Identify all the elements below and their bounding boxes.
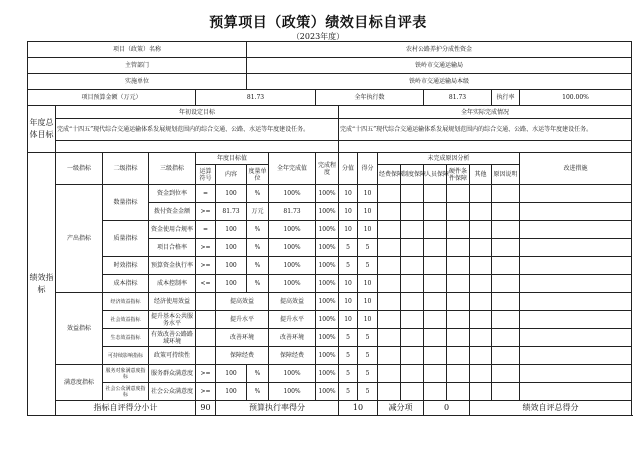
row-got: 10 [358,221,378,239]
header-got: 得分 [358,153,378,185]
row-op [196,293,216,311]
initial-goal-text: 完成“十四五”现代综合交通运输体系发展规划范围内的综合交通、公路、水运等年度建设任务。 [56,119,339,141]
row-actual: 提高效益 [269,293,316,311]
row-unit: % [247,383,269,401]
header-content: 内容 [216,165,247,185]
row-name: 有效改善公路路域环境 [149,329,196,347]
row-name: 成本控制率 [149,275,196,293]
budget-score-label: 预算执行率得分 [216,401,339,416]
header-l1: 一级指标 [56,153,103,185]
row-score: 5 [339,239,358,257]
row-op: >= [196,203,216,221]
group-social: 社会效益指标 [103,311,149,329]
row-name: 经济使用效益 [149,293,196,311]
row-completion: 100% [316,257,339,275]
header-r2: 制度保障 [401,165,424,185]
row-actual: 100% [269,221,316,239]
header-measures: 改进措施 [520,153,632,185]
row-name: 预算资金执行率 [149,257,196,275]
header-score: 分值 [339,153,358,185]
header-completion: 完成程度 [316,153,339,185]
perf-indicator-label: 绩效指标 [28,153,56,416]
row-name: 服务群众满意度 [149,365,196,383]
self-score-value: 90 [196,401,216,416]
self-score-label: 指标自评得分小计 [56,401,196,416]
row-actual: 81.73 [269,203,316,221]
row-actual: 保障经费 [269,347,316,365]
row-completion: 100% [316,365,339,383]
row-op [196,311,216,329]
dept-value: 铁岭市交通运输局 [247,58,632,74]
row-actual: 改善环境 [269,329,316,347]
header-r6: 原因说明 [492,165,520,185]
row-content: 提升水平 [216,311,269,329]
row-content: 100 [216,365,247,383]
header-r3: 人员保障 [424,165,447,185]
row-actual: 100% [269,275,316,293]
row-unit: % [247,257,269,275]
row-content: 保障经费 [216,347,269,365]
unit-value: 铁岭市交通运输局本级 [247,74,632,90]
row-name: 政策可持续性 [149,347,196,365]
row-name: 项目合格率 [149,239,196,257]
row-content: 100 [216,257,247,275]
row-unit: % [247,221,269,239]
row-name: 社会公众满意度 [149,383,196,401]
row-op: >= [196,365,216,383]
group-timeliness: 时效指标 [103,257,149,275]
row-completion: 100% [316,293,339,311]
row-unit: % [247,275,269,293]
row-score: 10 [339,293,358,311]
row-score: 5 [339,257,358,275]
row-actual: 100% [269,383,316,401]
row-got: 10 [358,293,378,311]
rate-value: 100.00% [520,90,632,106]
row-score: 10 [339,203,358,221]
row-actual: 提升水平 [269,311,316,329]
row-op: = [196,221,216,239]
row-content: 100 [216,239,247,257]
group-economic: 经济效益指标 [103,293,149,311]
row-op: = [196,185,216,203]
row-op [196,347,216,365]
row-actual: 100% [269,239,316,257]
group-satisfaction: 满意度指标 [56,365,103,401]
header-reason: 未完成原因分析 [378,153,520,165]
row-unit: % [247,365,269,383]
evaluation-table [27,41,632,416]
row-got: 10 [358,203,378,221]
header-op: 运算符号 [196,165,216,185]
row-got: 5 [358,239,378,257]
exec-label: 全年执行数 [316,90,424,106]
row-score: 10 [339,275,358,293]
row-actual: 100% [269,257,316,275]
deduct-label: 减分项 [378,401,424,416]
group-ecological: 生态效益指标 [103,329,149,347]
row-content: 提高效益 [216,293,269,311]
total-score-label: 绩效自评总得分 [470,401,632,416]
row-content: 100 [216,383,247,401]
row-completion: 100% [316,311,339,329]
row-content: 100 [216,185,247,203]
document-subtitle: （2023年度） [291,32,345,41]
row-score: 5 [339,329,358,347]
group-quantity: 数量指标 [103,185,149,221]
row-op [196,329,216,347]
group-quality: 质量指标 [103,221,149,257]
row-score: 5 [339,365,358,383]
header-r1: 经费保障 [378,165,401,185]
group-cost: 成本指标 [103,275,149,293]
row-score: 5 [339,347,358,365]
annual-goal-label: 年度总体目标 [28,106,56,153]
header-target: 年度目标值 [196,153,269,165]
group-sustain: 可持续影响指标 [103,347,149,365]
row-got: 10 [358,311,378,329]
budget-score-value: 10 [339,401,378,416]
header-r5: 其他 [470,165,492,185]
row-unit: % [247,239,269,257]
group-output: 产出指标 [56,185,103,293]
row-content: 100 [216,275,247,293]
header-actual: 全年完成值 [269,153,316,185]
row-got: 5 [358,347,378,365]
row-completion: 100% [316,203,339,221]
row-score: 10 [339,311,358,329]
row-score: 10 [339,221,358,239]
row-completion: 100% [316,347,339,365]
row-op: >= [196,257,216,275]
group-pub-sat: 社会公众满意度指标 [103,383,149,401]
row-op: >= [196,383,216,401]
row-got: 5 [358,329,378,347]
row-got: 10 [358,275,378,293]
unit-label: 实施单位 [28,74,247,90]
row-score: 5 [339,383,358,401]
row-got: 5 [358,365,378,383]
row-completion: 100% [316,239,339,257]
budget-label: 项目预算金额（万元） [28,90,196,106]
row-actual: 100% [269,365,316,383]
group-benefit: 效益指标 [56,293,103,365]
row-op: >= [196,239,216,257]
row-completion: 100% [316,383,339,401]
actual-goal-header: 全年实际完成情况 [339,106,632,119]
group-svc-sat: 服务对象满意度指标 [103,365,149,383]
initial-goal-header: 年初设定目标 [56,106,339,119]
project-name-label: 项目（政策）名称 [28,42,247,58]
budget-value: 81.73 [196,90,316,106]
row-name: 资金使用合规率 [149,221,196,239]
row-name: 提升基本公共服务水平 [149,311,196,329]
header-unit: 度量单位 [247,165,269,185]
deduct-value: 0 [424,401,470,416]
row-name: 资金到位率 [149,185,196,203]
header-l3: 三级指标 [149,153,196,185]
exec-value: 81.73 [424,90,492,106]
row-completion: 100% [316,221,339,239]
row-got: 5 [358,383,378,401]
row-score: 10 [339,185,358,203]
header-l2: 二级指标 [103,153,149,185]
header-r4: 硬件条件保障 [447,165,470,185]
row-actual: 100% [269,185,316,203]
row-content: 81.73 [216,203,247,221]
project-name-value: 农村公路养护分成性资金 [247,42,632,58]
row-name: 拨付资金金额 [149,203,196,221]
row-unit: % [247,185,269,203]
row-got: 10 [358,185,378,203]
row-got: 5 [358,257,378,275]
document-title: 预算项目（政策）绩效目标自评表 [209,15,427,31]
row-op: <= [196,275,216,293]
rate-label: 执行率 [492,90,520,106]
row-unit: 万元 [247,203,269,221]
row-completion: 100% [316,275,339,293]
row-completion: 100% [316,329,339,347]
row-content: 改善环境 [216,329,269,347]
row-content: 100 [216,221,247,239]
dept-label: 主管部门 [28,58,247,74]
row-completion: 100% [316,185,339,203]
actual-goal-text: 完成“十四五”现代综合交通运输体系发展规划范围内的综合交通、公路、水运等年度建设任务。 [339,119,632,141]
